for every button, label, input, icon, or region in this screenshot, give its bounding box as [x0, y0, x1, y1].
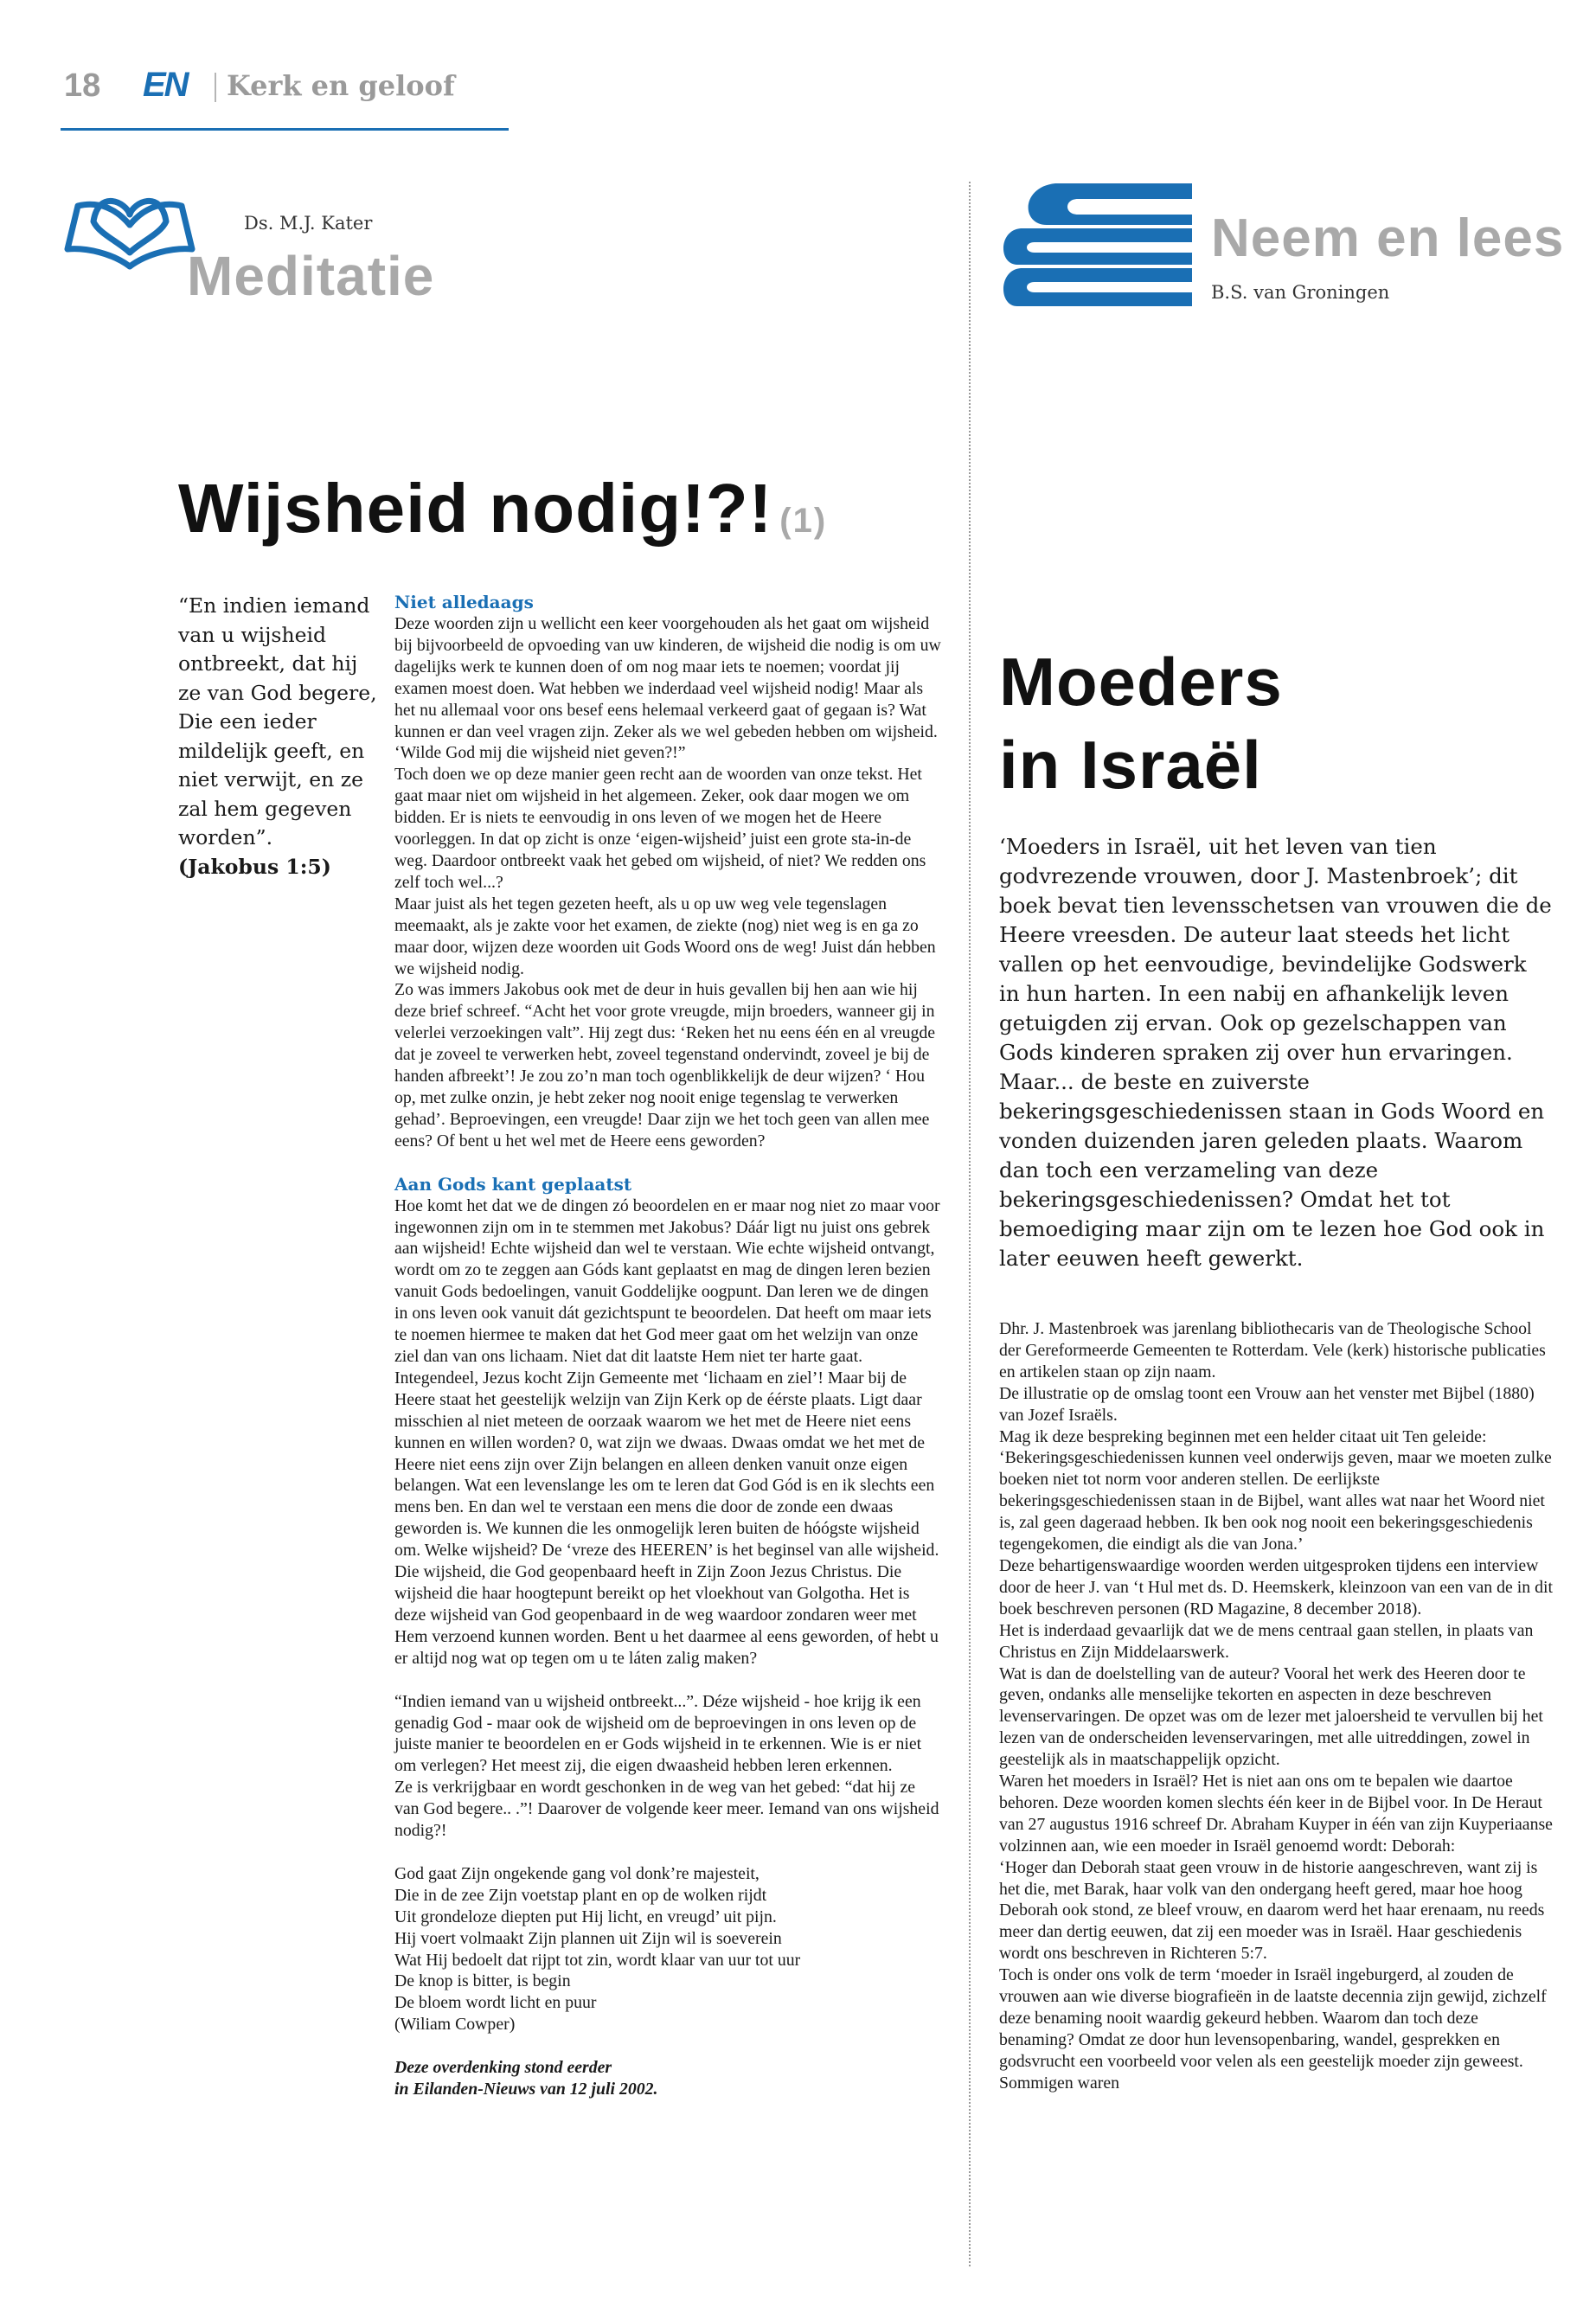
brand-logo: EN [143, 66, 188, 104]
article-title-part: (1) [779, 502, 828, 540]
review-intro: ‘Moeders in Israël, uit het leven van tien godvrezende vrouwen, door J. Mastenbroek’; dit boek bevat tien levensschetsen van vrouwen die de Heere vreesden. De auteur laat steeds het licht vallen op het eenvoudige, bevindelijke Godswerk in hun harten. In een nabij en afhankelijk leven getuigden zij ervan. Ook op gezelschappen van Gods kinderen spraken zij over hun ervaringen. Maar... de beste en zuiverste bekeringsgeschiedenissen staan in Gods Woord en vonden duizenden jaren geleden plaats. Waarom dan toch een verzameling van deze bekeringsgeschiedenissen? Omdat het tot bemoediging maar zijn om te lezen hoe God ook in later eeuwen heeft gewerkt. [999, 834, 1552, 1271]
paragraph: “Indien iemand van u wijsheid ontbreekt...”. Déze wijsheid - hoe krijg ik een genadig God - maar ook de wijsheid om de beproevingen in ons leven op de juiste manier te beoordelen en er Gods wijsheid in te erkennen. Wie is er niet om verlegen? Het meest zij, die eigen dwaasheid hebben leren erkennen. [394, 1691, 922, 1776]
review-title [999, 640, 1553, 806]
section-label: Kerk en geloof [227, 69, 455, 102]
meditation-author: Ds. M.J. Kater [244, 213, 373, 234]
meditation-article [394, 592, 941, 2100]
paragraph: Hoe komt het dat we de dingen zó beoordelen en er maar nog niet zo maar voor ingewonnen zijn om in te stemmen met Jakobus? Dáár ligt nu juist ons gebrek aan wijsheid! Echte wijsheid dan wel te verstaan. Wie echte wijsheid ontvangt, wordt om zo te zeggen aan Góds kant geplaatst en mag de dingen leren bezien vanuit Gods bedoelingen, vanuit Goddelijke oogpunt. Dan leren we de dingen in ons leven ook vanuit dát gezichtspunt te beoordelen. Dat heeft om maar iets te noemen hiermee te maken dat het God meer gaat om het welzijn van onze ziel dan van ons lichaam. Niet dat dit laatste Hem niet ter harte gaat. Integendeel, Jezus kocht Zijn Gemeente met ‘lichaam en ziel’! Maar bij de Heere staat het geestelijk welzijn van Zijn Kerk op de éérste plaats. Ligt daar misschien al niet meteen de oorzaak waarom we het met de Heere niet eens kunnen en willen worden? 0, wat zijn we dwaas. Dwaas omdat we het met de Heere niet eens zijn over Zijn belangen en alleen denken vanuit onze eigen belangen. Wat een levenslange les om te leren dat God Gód is en ik slechts een mens ben. En dan wel te verstaan een mens die door de zonde een dwaas geworden is. We kunnen die les onmogelijk leren buiten de hóógste wijsheid om. Welke wijsheid? De ‘vreze des HEEREN’ is het beginsel van alle wijsheid. Die wijsheid, die God geopenbaard heeft in Zijn Zoon Jezus Christus. Die wijsheid die haar hoogtepunt bereikt op het vloekhout van Golgotha. Het is deze wijsheid van God geopenbaard in de weg waardoor zondaren weer met Hem verzoend kunnen worden. Bent u het daarmee al eens geworden, of hebt u er altijd nog wat op tegen om u te láten zalig maken? [394, 1195, 940, 1668]
paragraph: Ze is verkrijgbaar en wordt geschonken in de weg van het gebed: “dat hij ze van God begere.. .”! Daarover de volgende keer meer. Iemand van ons wijsheid nodig?! [394, 1778, 939, 1841]
paragraph: Dhr. J. Mastenbroek was jarenlang bibliothecaris van de Theologische School der Gereformeerde Gemeenten te Rotterdam. Vele (kerk) historische publicaties en artikelen staan op zijn naam. [999, 1319, 1546, 1381]
paragraph: Wat is dan de doelstelling van de auteur? Vooral het werk des Heeren door te geven, ondanks alle menselijke tekorten en aspecten in deze beschreven levenservaringen. De opzet was om de lezer met jaloersheid te vervullen bij het lezen van de onderscheiden levenservaringen, met alle uitreddingen, zowel in geestelijk als in maatschappelijk opzicht. [999, 1663, 1543, 1770]
subheading: Aan Gods kant geplaatst [394, 1173, 632, 1195]
header-rule [61, 128, 509, 131]
open-book-heart-icon [61, 180, 199, 275]
header-separator [215, 73, 216, 102]
paragraph: Toch doen we op deze manier geen recht aan de woorden van onze tekst. Het gaat maar niet om wijsheid in het algemeen. Zeker, ook daar mogen we om bidden. Er is niets te eenvoudig in ons leven of we mogen het de Heere voorleggen. In dat op zicht is onze ‘eigen-wijsheid’ juist een grote sta-in-de weg. Daardoor ontbreekt vaak het gebed om wijsheid, of niet? We redden ons zelf toch wel...? [394, 765, 926, 892]
column-divider [969, 182, 971, 2266]
paragraph: Deze woorden zijn u wellicht een keer voorgehouden als het gaat om wijsheid bij bijvoorbeeld de opvoeding van uw kinderen, de wijsheid die nodig is om uw dagelijks werk te kunnen doen of om nog maar iets te noemen; voordat jij examen moest doen. Wat hebben we inderdaad veel wijsheid nodig! Maar als het nu allemaal voor ons besef eens helemaal verkeerd gaat of gegaan is? Wat kunnen er dan veel vragen zijn. Zeker als we wel gebeden hebben om wijsheid. ‘Wilde God mij die wijsheid niet geven?!” [394, 614, 941, 763]
paragraph: Waren het moeders in Israël? Het is niet aan ons om te bepalen wie daartoe behoren. Deze woorden komen slechts één keer in de Bijbel voor. In De Heraut van 27 augustus 1916 schreef Dr. Abraham Kuyper in één van zijn Kuyperiaanse volzinnen aan, wie een moeder in Israël genoemd wordt: Deborah: [999, 1772, 1553, 1856]
paragraph: Mag ik deze bespreking beginnen met een helder citaat uit Ten geleide: [999, 1426, 1487, 1446]
paragraph: Toch is onder ons volk de term ‘moeder in Israël ingeburgerd, al zouden de vrouwen aan wie diverse biografieën in de laatste decennia zijn gewijd, zichzelf deze benaming nooit waardig gekeurd hebben. Waarom dan toch deze benaming? Omdat ze door hun levensopenbaring, wandel, gesprekken en godsvrucht een voorbeeld voor velen als een geestelijk moeder zijn geweest. Sommigen waren [999, 1965, 1547, 2093]
subheading: Niet alledaags [394, 592, 534, 612]
review-title-line: Moeders [999, 644, 1283, 720]
review-author: B.S. van Groningen [1211, 282, 1390, 303]
meditation-section-title: Meditatie [187, 245, 435, 307]
paragraph: De illustratie op de omslag toont een Vrouw aan het venster met Bijbel (1880) van Jozef Israëls. [999, 1383, 1535, 1425]
paragraph: ‘Hoger dan Deborah staat geen vrouw in de historie aangeschreven, want zij is het die, met Barak, haar volk van den ondergang heeft gered, maar hoe hoog Deborah ook stond, ze bleef vrouw, en daarom werd het haar erenaam, nu reeds meer dan dertig eeuwen, dat zij een moeder was in Israël. Haar geschiedenis wordt ons beschreven in Richteren 5:7. [999, 1857, 1545, 1964]
bible-quote [178, 592, 377, 881]
review-body [999, 1318, 1553, 2094]
paragraph: Deze behartigenswaardige woorden werden uitgesproken tijdens een interview door de heer J. van ‘t Hul met ds. D. Heemskerk, kleinzoon van een van de in dit boek beschreven personen (RD Magazine, 8 december 2018). [999, 1555, 1553, 1618]
review-title-line: in Israël [999, 727, 1262, 803]
poem: God gaat Zijn ongekende gang vol donk’re majesteit, Die in de zee Zijn voetstap plant en op de wolken rijdt Uit grondeloze diepten put Hij licht, en vreugd’ uit pijn. Hij voert volmaakt Zijn plannen uit Zijn wil is soeverein Wat Hij bedoelt dat rijpt tot zin, wordt klaar van uur tot uur De knop is bitter, is begin De bloem wordt licht en puur (Wiliam Cowper) [394, 1863, 801, 2035]
paragraph: ‘Bekeringsgeschiedenissen kunnen veel onderwijs geven, maar we moeten zulke boeken niet tot norm voor anderen stellen. De eerlijkste bekeringsgeschiedenissen staan in de Bijbel, want alles wat naar het Woord niet is, zal geen dageraad hebben. Ik ben ook nog nooit een bekeringsgeschiedenis tegengekomen, die eindigt als die van Jona.’ [999, 1448, 1552, 1554]
review-section-title: Neem en lees [1211, 208, 1565, 268]
page-number: 18 [64, 67, 101, 104]
paragraph: Zo was immers Jakobus ook met de deur in huis gevallen bij hen aan wie hij deze brief schreef. “Acht het voor grote vreugde, mijn broeders, wanneer gij in velerlei verzoekingen valt”. Hij zegt dus: ‘Reken het nu eens één en al vreugde dat je zoveel te verwerken hebt, zoveel tegenstand ondervindt, zoveel je bij de handen afbreekt’! Je zou zo’n man toch ogenblikkelijk de deur wijzen? ‘ Hou op, met zulke onzin, je hebt zeker nog nooit enige tegenslag te verwerken gehad’. Beproevingen, een vreugde! Daar zijn we het toch geen van allen mee eens? Of bent u het wel met de Heere eens geworden? [394, 980, 936, 1150]
article-title-text: Wijsheid nodig!?! [178, 470, 773, 547]
article-title [178, 469, 827, 548]
bible-quote-text: “En indien iemand van u wijsheid ontbreekt, dat hij ze van God begere, Die een ieder mildelijk geeft, en niet verwijt, en ze zal hem gegeven worden”. [178, 593, 377, 849]
source-note: Deze overdenking stond eerder in Eilanden-Nieuws van 12 juli 2002. [394, 2058, 658, 2099]
bible-quote-reference: (Jakobus 1:5) [178, 854, 331, 879]
stacked-books-icon [995, 180, 1202, 310]
paragraph: Maar juist als het tegen gezeten heeft, als u op uw weg vele tegenslagen meemaakt, als je zakte voor het examen, de ziekte (nog) niet weg is en ga zo maar door, wijzen deze woorden uit Gods Woord ons de weg! Juist dán hebben we wijsheid nodig. [394, 894, 936, 978]
paragraph: Het is inderdaad gevaarlijk dat we de mens centraal gaan stellen, in plaats van Christus en Zijn Middelaarswerk. [999, 1620, 1534, 1662]
